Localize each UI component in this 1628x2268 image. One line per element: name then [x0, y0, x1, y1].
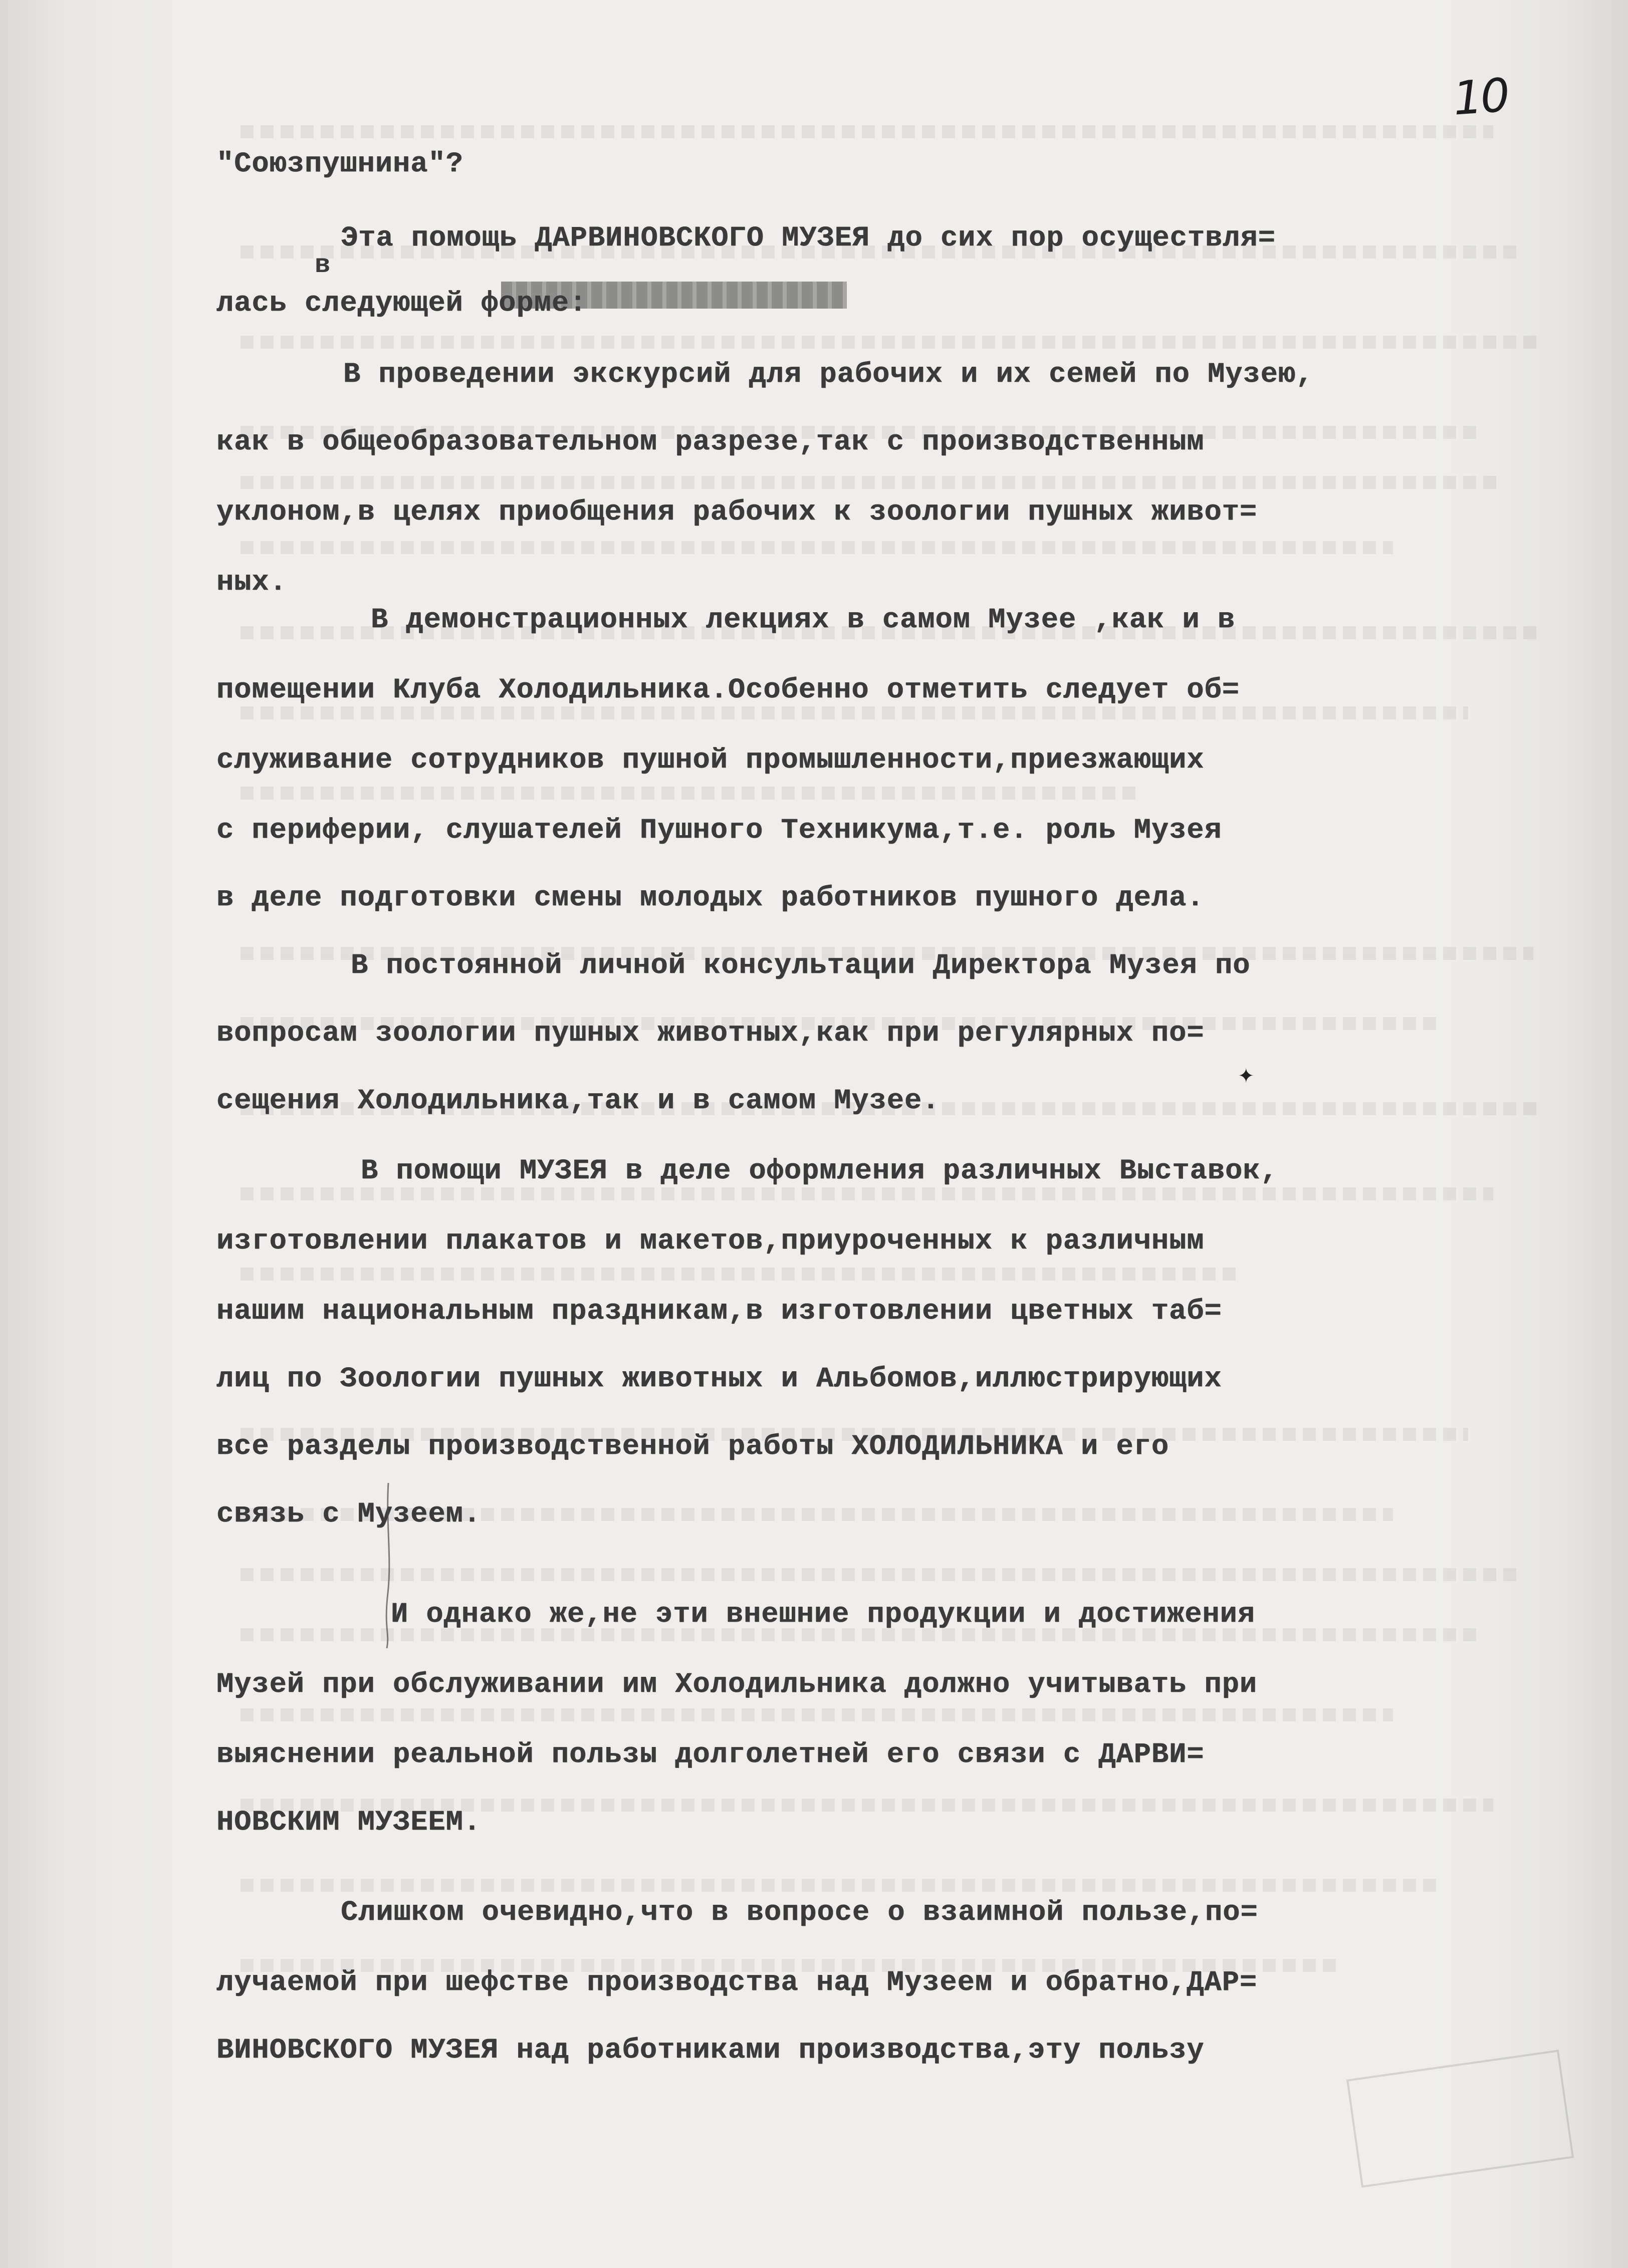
pen-stroke-mark [381, 1483, 396, 1648]
text-line: выяснении реальной пользы долголетней его связи с ДАРВИ= [216, 1739, 1205, 1771]
text-line: лиц по Зоологии пушных животных и Альбомов,иллюстрирующих [216, 1363, 1222, 1395]
text-line: изготовлении плакатов и макетов,приуроченных к различным [216, 1225, 1205, 1257]
page-number: 10 [1451, 68, 1510, 126]
text-line: с периферии, слушателей Пушного Техникума,т.е. роль Музея [216, 815, 1222, 847]
text-line: В помощи МУЗЕЯ в деле оформления различных Выставок, [361, 1155, 1278, 1187]
text-line: в деле подготовки смены молодых работников пушного дела. [216, 882, 1205, 914]
archive-stamp [1346, 2050, 1574, 2187]
text-line: связь с Музеем. [216, 1498, 482, 1531]
text-line: служивание сотрудников пушной промышленности,приезжающих [216, 744, 1205, 777]
text-line: ных. [216, 567, 287, 599]
text-line: Слишком очевидно,что в вопросе о взаимной пользе,по= [341, 1897, 1258, 1929]
text-line: нашим национальным праздникам,в изготовлении цветных таб= [216, 1296, 1222, 1328]
text-line: лась следующей форме: [216, 288, 587, 320]
text-line: Эта помощь ДАРВИНОВСКОГО МУЗЕЯ до сих пор осуществля= [341, 222, 1276, 255]
text-line: "Союзпушнина"? [216, 148, 463, 180]
text-line: как в общеобразовательном разрезе,так с производственным [216, 426, 1205, 458]
ink-speck: ✦ [1238, 1065, 1255, 1088]
text-line: сещения Холодильника,так и в самом Музее. [216, 1085, 940, 1117]
text-line: В постоянной личной консультации Директора Музея по [351, 950, 1251, 982]
text-line: уклоном,в целях приобщения рабочих к зоологии пушных живот= [216, 496, 1258, 529]
text-line: вопросам зоологии пушных животных,как при регулярных по= [216, 1018, 1205, 1050]
text-line: И однако же,не эти внешние продукции и достижения [391, 1599, 1256, 1631]
text-line: В демонстрационных лекциях в самом Музее ,как и в [371, 604, 1236, 636]
text-line: все разделы производственной работы ХОЛОДИЛЬНИКА и его [216, 1431, 1170, 1463]
text-line: лучаемой при шефстве производства над Музеем и обратно,ДАР= [216, 1967, 1258, 1999]
text-line: НОВСКИМ МУЗЕЕМ. [216, 1807, 482, 1839]
text-line: Музей при обслуживании им Холодильника должно учитывать при [216, 1669, 1258, 1701]
handwritten-insertion: в [315, 250, 331, 280]
text-line: помещении Клуба Холодильника.Особенно отметить следует об= [216, 674, 1240, 706]
text-line: В проведении экскурсий для рабочих и их семей по Музею, [343, 359, 1314, 391]
text-line: ВИНОВСКОГО МУЗЕЯ над работниками производства,эту пользу [216, 2035, 1205, 2067]
